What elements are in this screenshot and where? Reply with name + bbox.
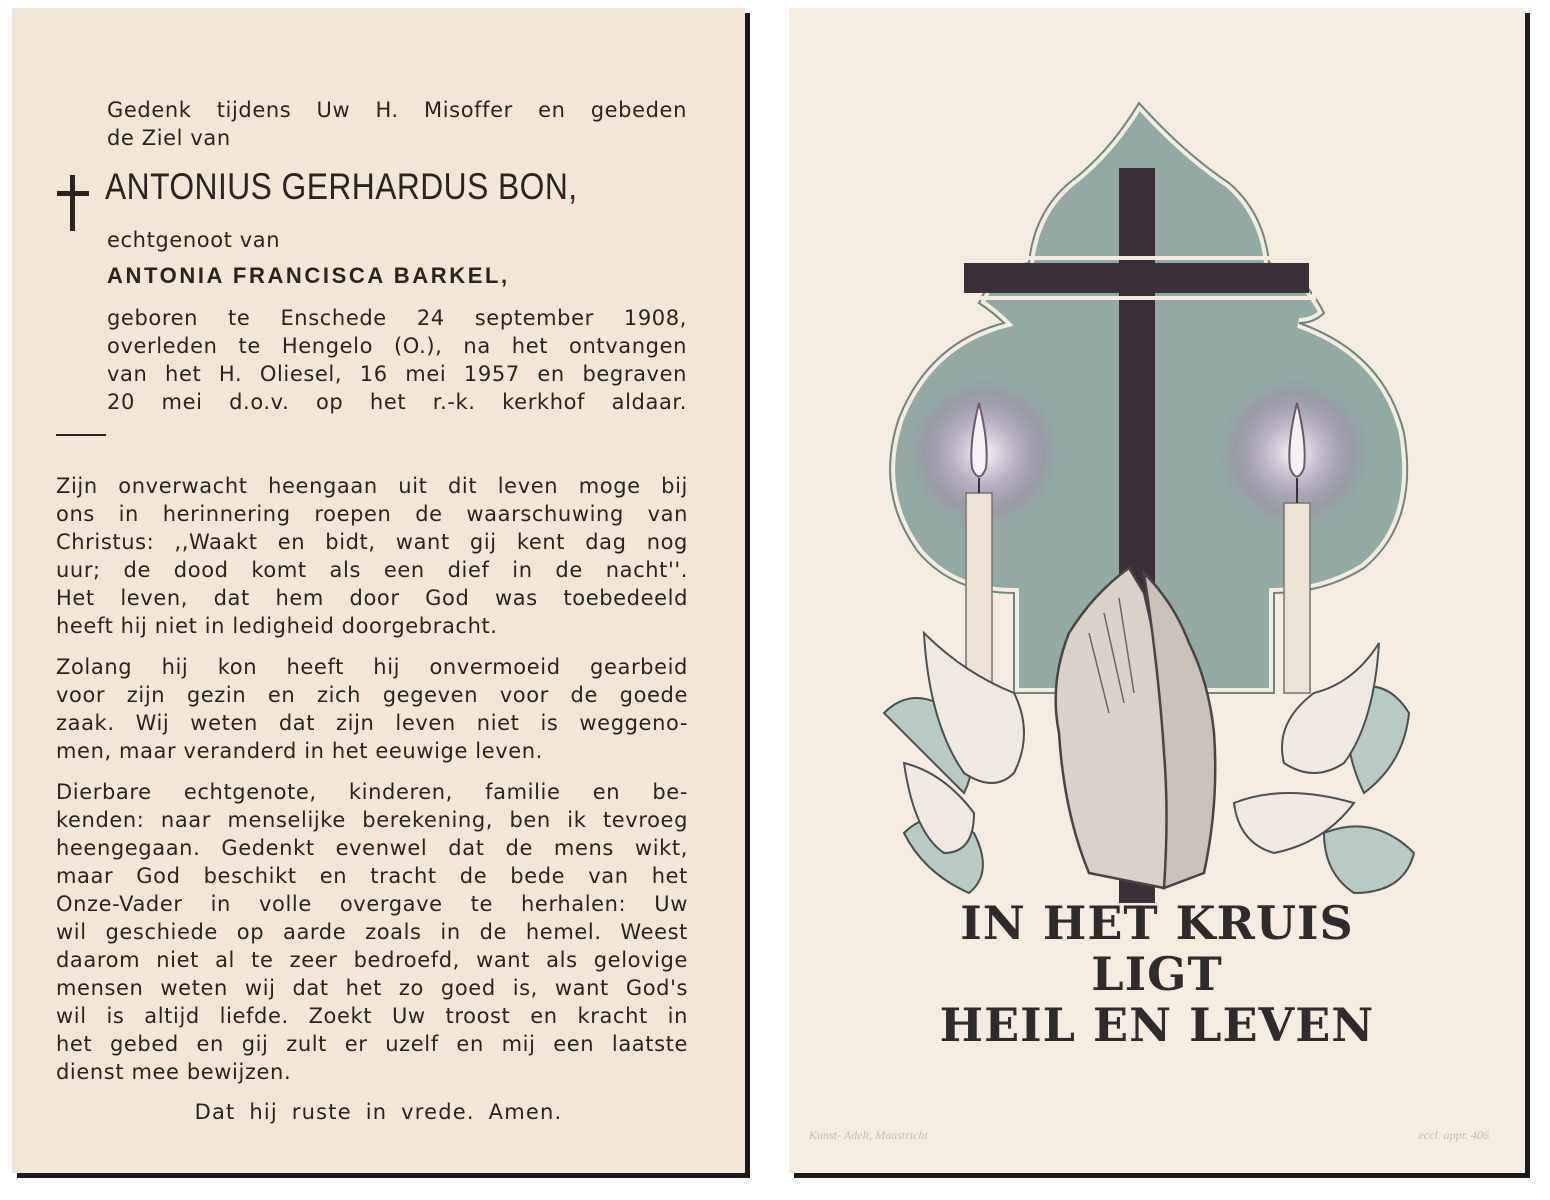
paragraph-3 [56, 778, 688, 1086]
motto-line: IN HET KRUIS [960, 896, 1354, 950]
motto-line: HEIL EN LEVEN [939, 998, 1375, 1052]
dates-line: overleden te Hengelo (O.), na het ontvangen [107, 334, 687, 358]
paragraph-line: Onze-Vader in volle overgave te herhalen: Uw [56, 892, 688, 916]
paragraph-line: Zolang hij kon heeft hij onvermoeid gearbeid [56, 655, 688, 679]
intro-text [107, 96, 687, 152]
deceased-name: ANTONIUS GERHARDUS BON, [105, 166, 578, 207]
paragraph-line: Zijn onverwacht heengaan uit dit leven moge bij [56, 474, 688, 498]
paragraph-line: daarom niet al te zeer bedroefd, want als gelovige [56, 948, 688, 972]
spouse-name: ANTONIA FRANCISCA BARKEL, [107, 263, 510, 288]
paragraph-line: dienst mee bewijzen. [56, 1060, 292, 1084]
paragraph-line: voor zijn gezin en zich gegeven voor de goede [56, 683, 688, 707]
paragraph-1 [56, 472, 688, 640]
dates-line: geboren te Enschede 24 september 1908, [107, 306, 687, 330]
paragraph-line: wil geschiede op aarde zoals in de hemel. Weest [56, 920, 688, 944]
paragraph-2 [56, 653, 688, 765]
motto-line: LIGT [1091, 947, 1223, 1001]
cross-icon [56, 173, 90, 233]
paragraph-line: ons in herinnering roepen de waarschuwing van [56, 502, 688, 526]
divider [56, 434, 106, 436]
cross-candles-praying-hands-illustration [844, 73, 1474, 903]
printer-credit: Kunst- Adelt, Maastricht [809, 1128, 928, 1142]
dates-line: van het H. Oliesel, 16 mei 1957 en begraven [107, 362, 687, 386]
paragraph-line: Het leven, dat hem door God was toebedeeld [56, 586, 688, 610]
closing-prayer: Dat hij ruste in vrede. Amen. [194, 1100, 563, 1124]
paragraph-line: heengegaan. Gedenkt evenwel dat de mens wikt, [56, 836, 688, 860]
ecclesiastical-approbation: eccl. appr. 406 [1418, 1128, 1489, 1142]
paragraph-line: heeft hij niet in ledigheid doorgebracht. [56, 614, 498, 638]
paragraph-line: kenden: naar menselijke berekening, ben ik tevroeg [56, 808, 688, 832]
intro-line: Gedenk tijdens Uw H. Misoffer en gebeden [107, 98, 687, 122]
memorial-card-image-side [789, 8, 1525, 1173]
paragraph-line: Christus: ,,Waakt en bidt, want gij kent dag nog [56, 530, 688, 554]
paragraph-line: mensen weten wij dat het zo goed is, want God's [56, 976, 688, 1000]
dates-line: 20 mei d.o.v. op het r.-k. kerkhof aldaar. [107, 390, 687, 414]
motto [789, 898, 1525, 1051]
paragraph-line: het gebed en gij zult er uzelf en mij een laatste [56, 1032, 688, 1056]
spouse-label: echtgenoot van [107, 228, 281, 252]
paragraph-line: Dierbare echtgenote, kinderen, familie en be- [56, 780, 688, 804]
intro-line: de Ziel van [107, 126, 231, 150]
paragraph-line: zaak. Wij weten dat zijn leven niet is weggeno- [56, 711, 688, 735]
paragraph-line: uur; de dood komt als een dief in de nacht''. [56, 558, 688, 582]
paragraph-line: maar God beschikt en tracht de bede van het [56, 864, 688, 888]
paragraph-line: men, maar veranderd in het eeuwige leven. [56, 739, 543, 763]
paragraph-line: wil is altijd liefde. Zoekt Uw troost en kracht in [56, 1004, 688, 1028]
memorial-card-text-side [12, 8, 745, 1173]
life-dates [107, 304, 687, 416]
